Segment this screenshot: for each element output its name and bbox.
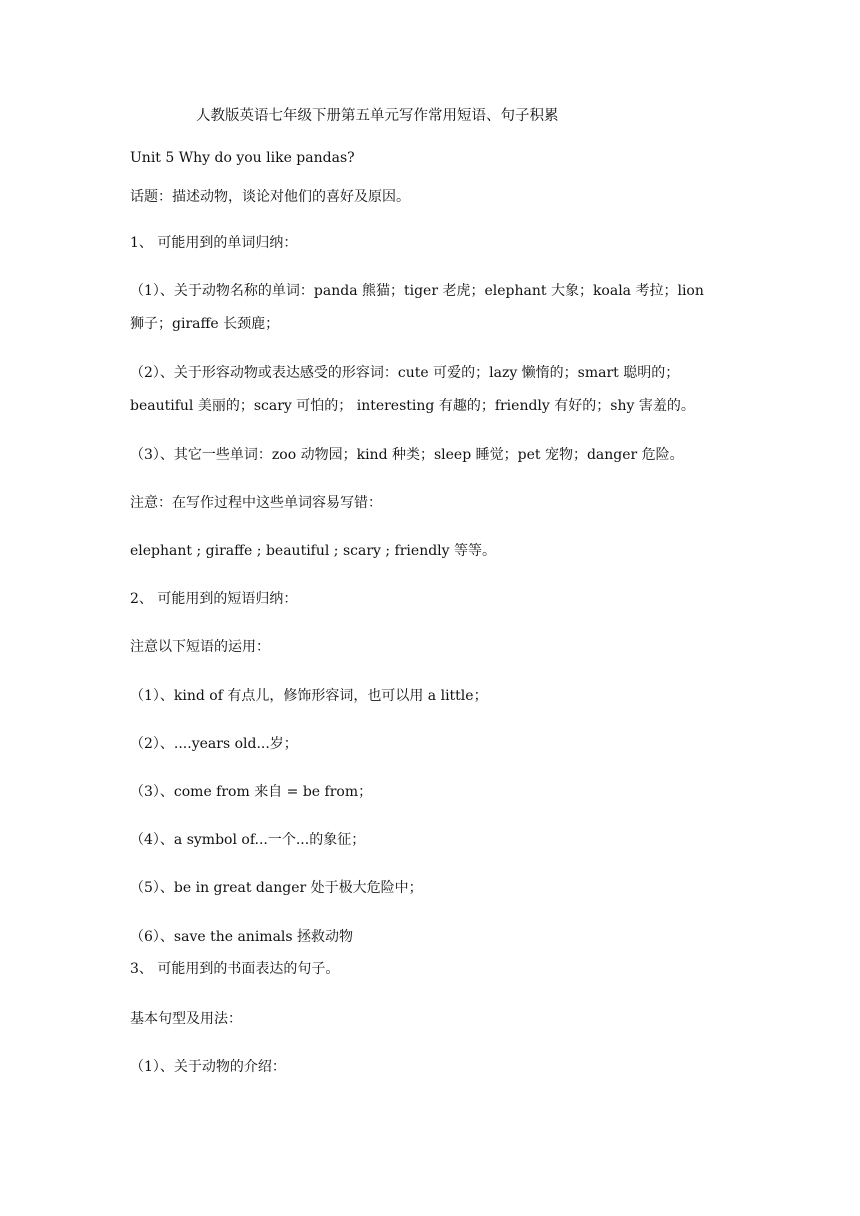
unit-heading: Unit 5 Why do you like pandas? xyxy=(130,150,355,166)
phrase-6: （6）、save the animals 拯救动物 xyxy=(130,929,354,945)
word-list-adjectives-cont: beautiful 美丽的；scary 可怕的； interesting 有趣的；friendly 有好的；shy 害羞的。 xyxy=(130,398,695,414)
section-1-heading: 1、 可能用到的单词归纳： xyxy=(130,235,298,251)
note-spelling: 注意：在写作过程中这些单词容易写错： xyxy=(130,495,382,511)
phrase-5: （5）、be in great danger 处于极大危险中； xyxy=(130,880,423,896)
note-phrases: 注意以下短语的运用： xyxy=(130,639,270,655)
topic-line: 话题：描述动物，谈论对他们的喜好及原因。 xyxy=(130,189,410,205)
sentence-patterns-heading: 基本句型及用法： xyxy=(130,1011,242,1027)
word-list-adjectives: （2）、关于形容动物或表达感受的形容词：cute 可爱的；lazy 懒惰的；smart 聪明的； xyxy=(130,365,680,381)
document-title: 人教版英语七年级下册第五单元写作常用短语、句子积累 xyxy=(196,108,559,124)
word-list-animals-cont: 狮子；giraffe 长颈鹿； xyxy=(130,316,280,332)
phrase-3: （3）、come from 来自 = be from； xyxy=(130,784,373,800)
phrase-1: （1）、kind of 有点儿，修饰形容词，也可以用 a little； xyxy=(130,688,488,704)
word-list-animals: （1）、关于动物名称的单词：panda 熊猫；tiger 老虎；elephant 大象；koala 考拉；lion xyxy=(130,283,704,299)
phrase-4: （4）、a symbol of...一个...的象征； xyxy=(130,832,366,848)
word-list-other: （3）、其它一些单词：zoo 动物园；kind 种类；sleep 睡觉；pet 宠物；danger 危险。 xyxy=(130,447,684,463)
phrase-2: （2）、....years old...岁； xyxy=(130,736,298,752)
sentence-pattern-1: （1）、关于动物的介绍： xyxy=(130,1059,286,1075)
spelling-words: elephant ; giraffe ; beautiful ; scary ; friendly 等等。 xyxy=(130,543,497,559)
section-2-heading: 2、 可能用到的短语归纳： xyxy=(130,591,298,607)
section-3-heading: 3、 可能用到的书面表达的句子。 xyxy=(130,961,340,977)
